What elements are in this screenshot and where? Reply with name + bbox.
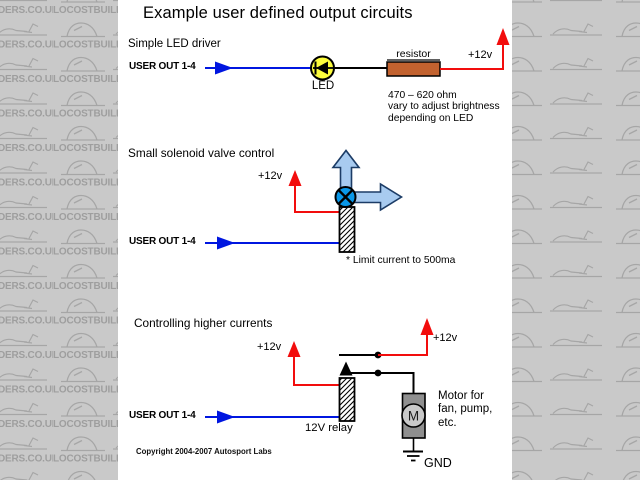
led-driver-circuit: [205, 28, 510, 80]
supply-wire: [295, 185, 339, 212]
wire-arrowhead: [215, 62, 233, 75]
user-out-label: USER OUT 1-4: [129, 235, 196, 247]
resistor-note: [388, 90, 500, 125]
user-out-label: USER OUT 1-4: [129, 409, 196, 421]
solenoid-coil-symbol: [340, 207, 355, 252]
supply-arrowhead: [289, 170, 302, 186]
solenoid-valve-circuit: [205, 151, 402, 253]
supply-label: +12v: [258, 170, 283, 182]
ground-symbol: [403, 452, 423, 461]
relay-label: 12V relay: [305, 421, 353, 434]
load-supply-label: +12v: [433, 331, 458, 344]
motor-note-line: etc.: [438, 417, 457, 430]
motor-note-line: fan, pump,: [438, 403, 493, 416]
copyright-text: Copyright 2004-2007 Autosport Labs: [136, 446, 272, 456]
motor-note-line: Motor for: [438, 389, 485, 402]
coil-supply-arrowhead: [288, 341, 301, 357]
wire-arrowhead: [217, 237, 235, 250]
load-supply-arrowhead: [421, 318, 434, 335]
higher-currents-circuit: [205, 318, 434, 461]
load-supply-wire: [378, 334, 427, 355]
contact-mid-node: [375, 370, 382, 377]
ground-label: GND: [424, 455, 452, 470]
motor-note: [438, 390, 492, 431]
current-limit-note: * Limit current to 500ma: [346, 254, 456, 266]
section-heading-led-driver: Simple LED driver: [128, 38, 221, 50]
coil-supply-label: +12v: [257, 340, 282, 353]
note-line: depending on LED: [388, 112, 474, 124]
flow-arrow-up-icon: [333, 151, 359, 190]
section-heading-solenoid: Small solenoid valve control: [128, 146, 275, 160]
section-heading-higher-currents: Controlling higher currents: [134, 315, 273, 330]
page-title: Example user defined output circuits: [143, 4, 413, 22]
flow-arrow-right-icon: [353, 184, 402, 210]
user-out-label: USER OUT 1-4: [129, 60, 196, 72]
wire-arrowhead: [217, 411, 235, 424]
note-line: 470 – 620 ohm: [388, 89, 457, 101]
resistor-label: resistor: [396, 47, 431, 60]
resistor-symbol: [387, 62, 440, 76]
motor-letter: M: [407, 408, 420, 424]
coil-supply-wire: [294, 356, 339, 385]
supply-arrowhead: [497, 28, 510, 45]
contact-mid-wire: [347, 373, 414, 394]
supply-label: +12v: [468, 49, 493, 61]
relay-coil-symbol: [340, 378, 355, 421]
led-label: LED: [311, 80, 335, 92]
note-line: vary to adjust brightness: [388, 101, 500, 113]
